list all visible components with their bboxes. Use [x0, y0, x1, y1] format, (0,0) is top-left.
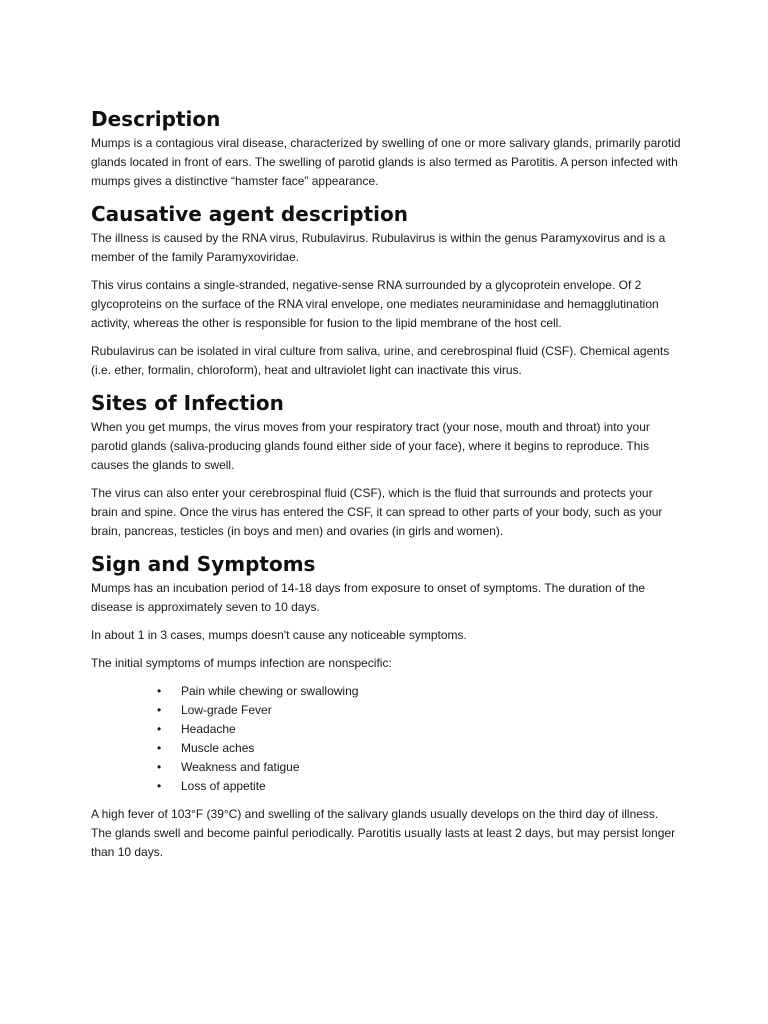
section-heading: Sites of Infection: [91, 391, 284, 415]
paragraph: This virus contains a single-stranded, negative-sense RNA surrounded by a glycoprotein envelope. Of 2 glycoproteins on the surface of the RNA viral envelope, one mediates neuraminidase and hemagglutination activity, whereas the other is responsible for fusion to the lipid membrane of the host cell.: [91, 278, 659, 330]
paragraph: Mumps is a contagious viral disease, characterized by swelling of one or more salivary glands, primarily parotid glands located in front of ears. The swelling of parotid glands is also termed as Parotitis. A person infected with mumps gives a distinctive “hamster face” appearance.: [91, 136, 681, 188]
paragraph: The initial symptoms of mumps infection are nonspecific:: [91, 656, 392, 670]
paragraph: Mumps has an incubation period of 14-18 days from exposure to onset of symptoms. The duration of the disease is approximately seven to 10 days.: [91, 581, 646, 614]
list-item: [91, 682, 681, 701]
section-heading: Sign and Symptoms: [91, 552, 316, 576]
paragraph: The illness is caused by the RNA virus, Rubulavirus. Rubulavirus is within the genus Paramyxovirus and is a member of the family Paramyxoviridae.: [91, 231, 666, 264]
bullet-icon: •: [157, 779, 162, 793]
bullet-icon: •: [157, 722, 162, 736]
bullet-icon: •: [157, 703, 162, 717]
bullet-icon: •: [157, 684, 162, 698]
document-page: [91, 106, 681, 872]
list-item: [91, 720, 681, 739]
paragraph: A high fever of 103°F (39°C) and swelling of the salivary glands usually develops on the third day of illness. The glands swell and become painful periodically. Parotitis usually lasts at least 2 days, but may persist longer than 10 days.: [91, 807, 676, 859]
section-causative-agent: [91, 201, 681, 380]
bullet-icon: •: [157, 760, 162, 774]
paragraph: Rubulavirus can be isolated in viral culture from saliva, urine, and cerebrospinal fluid (CSF). Chemical agents (i.e. ether, formalin, chloroform), heat and ultraviolet light can inactivate this virus.: [91, 344, 670, 377]
section-description: [91, 106, 681, 191]
list-item: [91, 739, 681, 758]
list-item-text: Weakness and fatigue: [181, 760, 300, 774]
section-sign-and-symptoms: [91, 551, 681, 862]
section-sites-of-infection: [91, 390, 681, 541]
bullet-icon: •: [157, 741, 162, 755]
list-item: [91, 777, 681, 796]
section-heading: Description: [91, 107, 221, 131]
list-item-text: Loss of appetite: [181, 779, 266, 793]
list-item-text: Muscle aches: [181, 741, 255, 755]
paragraph: The virus can also enter your cerebrospinal fluid (CSF), which is the fluid that surrounds and protects your brain and spine. Once the virus has entered the CSF, it can spread to other parts of your body, such as your brain, pancreas, testicles (in boys and men) and ovaries (in girls and women).: [91, 486, 663, 538]
symptom-list: [91, 682, 681, 796]
paragraph: In about 1 in 3 cases, mumps doesn't cause any noticeable symptoms.: [91, 628, 467, 642]
list-item: [91, 758, 681, 777]
list-item-text: Pain while chewing or swallowing: [181, 684, 359, 698]
list-item-text: Headache: [181, 722, 236, 736]
list-item-text: Low-grade Fever: [181, 703, 272, 717]
list-item: [91, 701, 681, 720]
paragraph: When you get mumps, the virus moves from your respiratory tract (your nose, mouth and throat) into your parotid glands (saliva-producing glands found either side of your face), where it begins to reproduce. This causes the glands to swell.: [91, 420, 650, 472]
section-heading: Causative agent description: [91, 202, 409, 226]
